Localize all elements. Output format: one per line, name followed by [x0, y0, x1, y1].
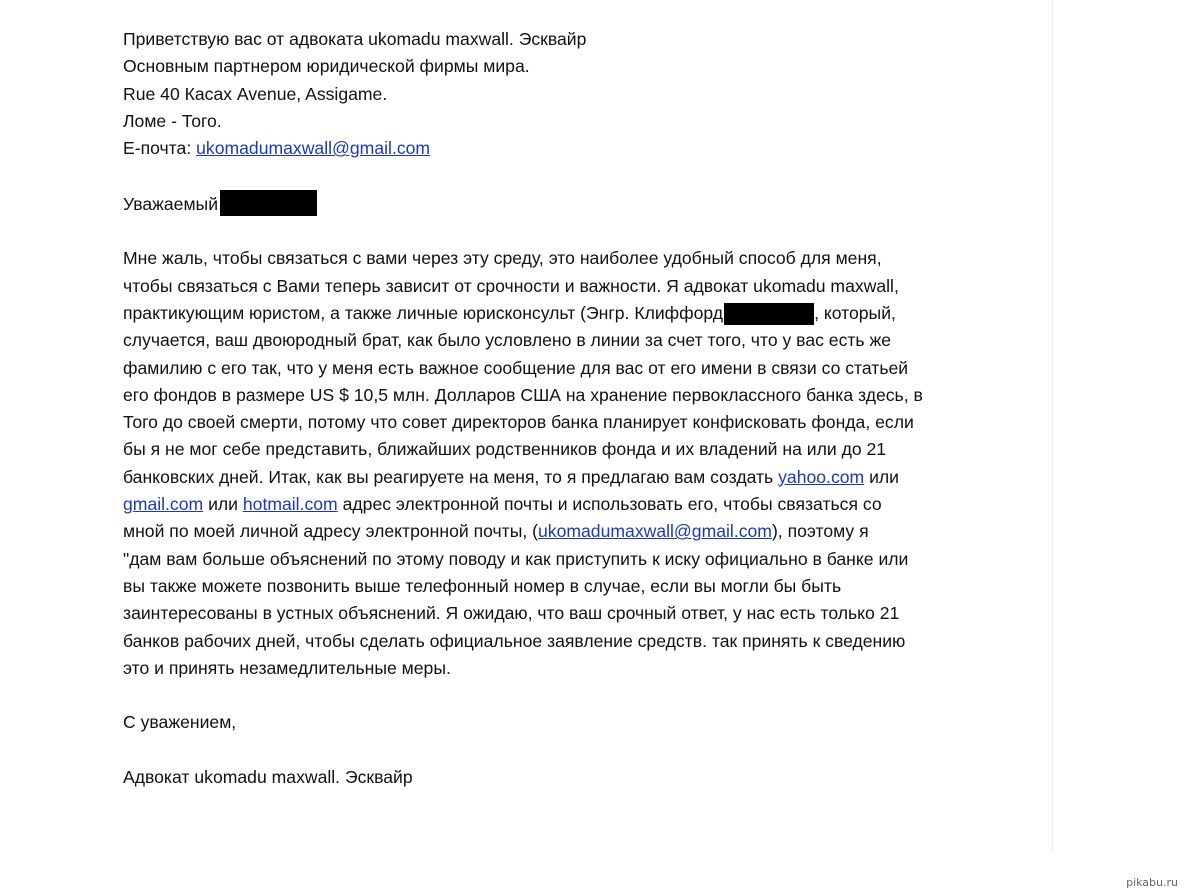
spacer — [123, 218, 943, 245]
closing-regards: С уважением, — [123, 712, 237, 733]
body-line: фамилию с его так, что у меня есть важное сообщение для вас от его имени в связи со статьей — [123, 357, 909, 378]
body-text: практикующим юристом, а также личные юрисконсульт (Энгр. Клиффорд — [123, 302, 724, 323]
body-text: или — [869, 466, 899, 487]
body-line — [123, 300, 943, 327]
header-email-line — [123, 135, 943, 162]
body-line: "дам вам больше объяснений по этому поводу и как приступить к иску официально в банке или — [123, 548, 909, 569]
body-line: случается, ваш двоюродный брат, как было условлено в линии за счет того, что у вас есть же — [123, 330, 892, 351]
header-partner: Основным партнером юридической фирмы мира. — [123, 56, 530, 77]
body-text: , который, — [814, 302, 896, 323]
watermark-text: pikabu.ru — [1126, 876, 1178, 889]
salutation-line — [123, 190, 943, 218]
body-line — [123, 464, 943, 491]
body-line: это и принять незамедлительные меры. — [123, 657, 451, 678]
page-edge-divider — [1052, 0, 1053, 852]
spacer — [123, 737, 943, 764]
body-text: ), поэтому я — [771, 521, 869, 542]
body-line: заинтересованы в устных объяснений. Я ожидаю, что ваш срочный ответ, у нас есть только 21 — [123, 603, 900, 624]
body-line: чтобы связаться с Вами теперь зависит от срочности и важности. Я адвокат ukomadu maxwall, — [123, 275, 899, 296]
body-text: мной по моей личной адресу электронной почты, ( — [123, 521, 538, 542]
body-line: его фондов в размере US $ 10,5 млн. Долларов США на хранение первоклассного банка здесь, в — [123, 384, 923, 405]
body-line: Того до своей смерти, потому что совет директоров банка планирует конфисковать фонда, если — [123, 412, 914, 433]
header-address: Rue 40 Касах Avenue, Assigame. — [123, 83, 388, 104]
body-text: или — [208, 494, 238, 515]
body-line: бы я не мог себе представить, ближайших родственников фонда и их владений на или до 21 — [123, 439, 887, 460]
header-city: Ломе - Того. — [123, 110, 222, 131]
body-line: банков рабочих дней, чтобы сделать официальное заявление средств. так принять к сведению — [123, 630, 906, 651]
body-line: Мне жаль, чтобы связаться с вами через эту среду, это наиболее удобный способ для меня, — [123, 248, 882, 269]
redacted-name-block — [220, 190, 317, 216]
salutation-text: Уважаемый — [123, 193, 219, 214]
email-link[interactable]: ukomadumaxwall@gmail.com — [196, 138, 431, 159]
letter-body — [123, 26, 943, 791]
body-line — [123, 518, 943, 545]
spacer — [123, 682, 943, 709]
body-line — [123, 491, 943, 518]
hotmail-link[interactable]: hotmail.com — [242, 494, 338, 515]
body-text: адрес электронной почты и использовать его, чтобы связаться со — [342, 494, 882, 515]
email-label: Е-почта: — [123, 138, 192, 159]
yahoo-link[interactable]: yahoo.com — [778, 466, 865, 487]
body-line: вы также можете позвонить выше телефонный номер в случае, если вы могли бы быть — [123, 575, 842, 596]
closing-signature: Адвокат ukomadu maxwall. Эсквайр — [123, 767, 413, 788]
body-text: банковских дней. Итак, как вы реагируете на меня, то я предлагаю вам создать — [123, 466, 774, 487]
contact-email-link[interactable]: ukomadumaxwall@gmail.com — [538, 521, 772, 542]
redacted-surname-block — [724, 303, 814, 325]
gmail-link[interactable]: gmail.com — [123, 494, 204, 515]
header-greeting: Приветствую вас от адвоката ukomadu maxwall. Эсквайр — [123, 29, 587, 49]
spacer — [123, 162, 943, 189]
